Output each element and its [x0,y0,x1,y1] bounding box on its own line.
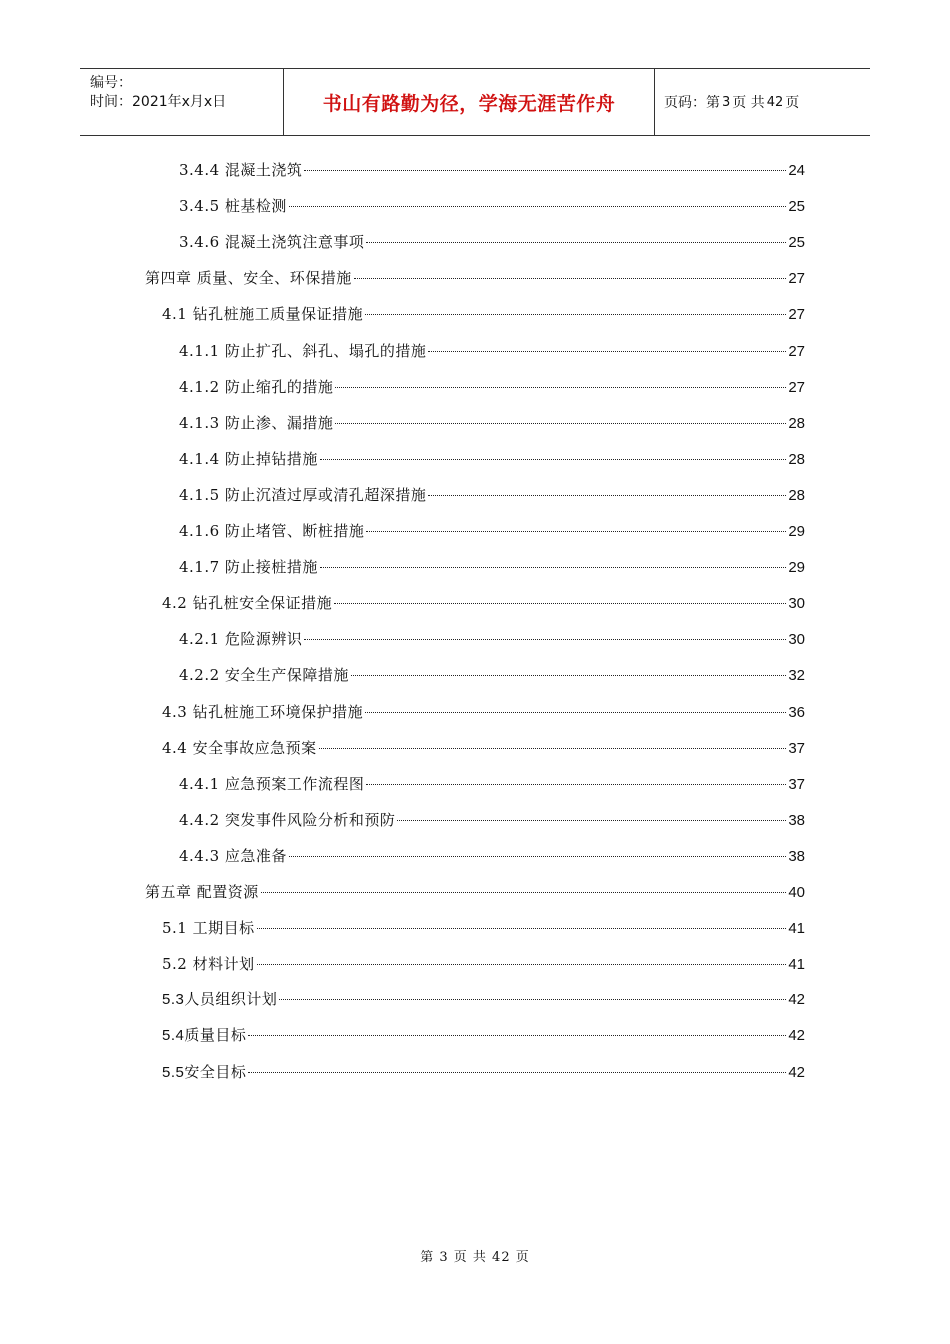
toc-entry[interactable] [179,621,805,657]
toc-entry-page: 30 [788,631,805,649]
header-page-number [655,69,870,135]
toc-dot-leader [257,928,787,929]
page-suffix: 页 [785,95,800,111]
toc-entry-page: 41 [788,920,805,938]
toc-entry-page: 42 [788,991,805,1009]
toc-dot-leader [366,531,786,532]
toc-entry-page: 27 [788,342,805,360]
toc-entry-page: 25 [788,198,805,216]
toc-entry[interactable] [162,1018,805,1054]
toc-dot-leader [261,892,787,893]
toc-entry-page: 24 [788,162,805,179]
toc-dot-leader [354,278,787,279]
toc-entry-page: 30 [788,595,805,613]
toc-entry[interactable] [162,1055,805,1091]
header-motto: 书山有路勤为径，学海无涯苦作舟 [283,69,655,135]
toc-entry-title: 4.1.7 防止接桩措施 [179,558,318,577]
toc-dot-leader [257,964,787,965]
toc-entry-title: 4.2 钻孔桩安全保证措施 [162,594,333,613]
toc-entry-page: 40 [788,884,805,901]
toc-dot-leader [320,567,786,568]
toc-entry[interactable] [179,369,805,405]
toc-entry-page: 42 [788,1063,805,1081]
toc-entry-title: 4.1.5 防止沉渣过厚或清孔超深措施 [179,485,427,504]
toc-entry-page: 28 [788,450,805,468]
toc-entry-title: 5.4质量目标 [162,1027,247,1045]
toc-entry[interactable] [179,766,805,802]
toc-entry-page: 37 [788,739,805,757]
toc-entry[interactable] [145,874,805,910]
toc-entry-title: 4.1 钻孔桩施工质量保证措施 [162,305,364,324]
toc-entry-title: 4.1.2 防止缩孔的措施 [179,377,334,396]
page-current: 3 [722,94,731,110]
toc-entry[interactable] [179,224,805,260]
toc-entry-title: 3.4.4 混凝土浇筑 [179,161,303,179]
toc-entry[interactable] [145,260,805,296]
toc-dot-leader [428,351,786,352]
toc-entry-title: 4.3 钻孔桩施工环境保护措施 [162,702,364,721]
toc-entry-page: 37 [788,775,805,793]
toc-dot-leader [365,314,786,315]
toc-dot-leader [289,856,786,857]
toc-dot-leader [304,170,786,171]
toc-dot-leader [397,820,786,821]
toc-entry[interactable] [179,838,805,874]
toc-entry[interactable] [179,477,805,513]
toc-entry-page: 28 [788,414,805,432]
toc-entry-title: 4.2.1 危险源辨识 [179,630,303,649]
toc-entry-page: 32 [788,667,805,685]
toc-entry-title: 4.1.4 防止掉钻措施 [179,449,318,468]
toc-entry[interactable] [162,946,805,982]
toc-dot-leader [304,639,786,640]
toc-dot-leader [334,603,786,604]
header-meta [80,69,283,135]
toc-dot-leader [366,784,786,785]
toc-entry-page: 29 [788,523,805,540]
page-mid: 页 共 [732,95,765,111]
toc-dot-leader [335,387,786,388]
toc-entry-page: 38 [788,847,805,865]
page-header [80,68,870,136]
toc-dot-leader [351,675,786,676]
document-time: 时间：2021年x月x日 [90,94,227,110]
toc-dot-leader [289,206,786,207]
toc-entry-page: 27 [788,306,805,324]
toc-entry[interactable] [179,152,805,188]
toc-entry-page: 38 [788,811,805,829]
toc-entry-page: 27 [788,270,805,288]
toc-entry-title: 5.1 工期目标 [162,919,255,938]
toc-entry-title: 4.4.3 应急准备 [179,846,287,865]
page-total: 42 [766,94,784,110]
toc-entry-title: 4.4.1 应急预案工作流程图 [179,774,365,793]
toc-entry-title: 4.4 安全事故应急预案 [162,738,317,757]
toc-dot-leader [335,423,786,424]
toc-entry-title: 5.3人员组织计划 [162,991,278,1009]
toc-entry[interactable] [179,513,805,549]
toc-entry-page: 42 [788,1027,805,1045]
toc-entry-title: 4.1.1 防止扩孔、斜孔、塌孔的措施 [179,341,427,360]
toc-entry-page: 28 [788,486,805,504]
toc-entry[interactable] [162,694,805,730]
toc-entry-title: 5.5安全目标 [162,1063,247,1081]
toc-dot-leader [279,999,786,1000]
toc-entry-page: 27 [788,378,805,396]
toc-entry[interactable] [179,441,805,477]
toc-entry[interactable] [162,982,805,1018]
toc-dot-leader [319,748,787,749]
toc-entry-page: 41 [788,956,805,974]
toc-entry-title: 第五章 配置资源 [145,883,259,901]
toc-entry-title: 4.1.3 防止渗、漏措施 [179,413,334,432]
toc-entry-title: 4.4.2 突发事件风险分析和预防 [179,810,396,829]
toc-entry[interactable] [162,910,805,946]
toc-entry-page: 29 [788,559,805,577]
document-code-label: 编号： [90,75,132,91]
toc-dot-leader [365,712,786,713]
toc-entry-title: 5.2 材料计划 [162,955,255,974]
toc-dot-leader [248,1072,786,1073]
toc-dot-leader [320,459,786,460]
toc-entry[interactable] [162,730,805,766]
toc-entry-title: 4.1.6 防止堵管、断桩措施 [179,522,365,540]
toc-entry-title: 3.4.5 桩基检测 [179,197,287,216]
toc-entry[interactable] [179,405,805,441]
toc-entry[interactable] [179,802,805,838]
page-prefix: 页码：第 [664,95,720,111]
toc-entry[interactable] [179,549,805,585]
toc-entry[interactable] [162,585,805,621]
toc-dot-leader [366,242,786,243]
toc-entry-title: 第四章 质量、安全、环保措施 [145,269,352,288]
toc-entry-title: 4.2.2 安全生产保障措施 [179,666,349,685]
toc-dot-leader [248,1035,786,1036]
page-footer: 第 3 页 共 42 页 [420,1250,530,1265]
toc-entry-page: 36 [788,703,805,721]
toc-entry[interactable] [179,657,805,693]
toc-entry[interactable] [179,188,805,224]
toc-entry-title: 3.4.6 混凝土浇筑注意事项 [179,233,365,252]
toc-entry-page: 25 [788,234,805,252]
toc-entry[interactable] [179,333,805,369]
toc-entry[interactable] [162,296,805,332]
toc-dot-leader [428,495,786,496]
